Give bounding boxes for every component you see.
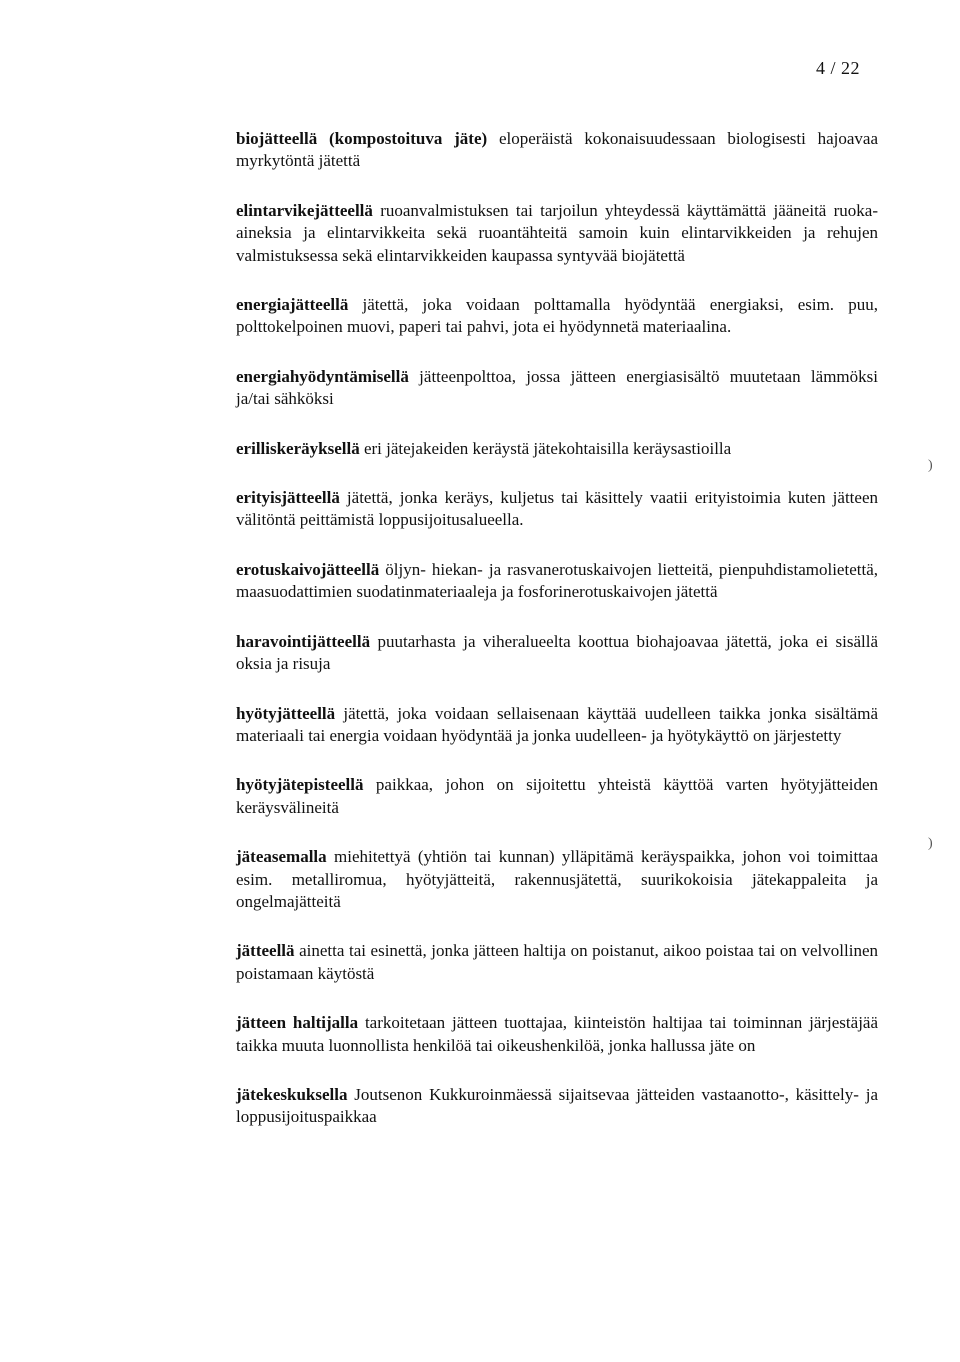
definition-term: hyötyjätteellä xyxy=(236,703,336,723)
definition-text: tarkoitetaan jätteen tuottajaa, kiinteistön haltijaa tai toiminnan järjestäjää taikka muuta luonnollista henkilöä tai oikeushenkilöä, jonka hallussa jäte on xyxy=(236,1013,879,1055)
definition-term: erityisjätteellä xyxy=(236,488,340,508)
definition-term: jätekeskuksella xyxy=(236,1084,348,1104)
definition-entry xyxy=(236,366,878,411)
definition-text: jätettä, joka voidaan polttamalla hyödyntää energiaksi, esim. puu, polttokelpoinen muovi, paperi tai pahvi, jota ei hyödynnetä materiaalina. xyxy=(236,295,878,337)
definition-text: jätettä, jonka keräys, kuljetus tai käsittely vaatii erityistoimia kuten jätteen välitöntä peittämistä loppusijoitusalueella. xyxy=(236,488,878,530)
definition-entry xyxy=(236,294,878,339)
definition-term: elintarvikejätteellä xyxy=(236,200,373,220)
definition-entry xyxy=(236,1084,878,1129)
margin-mark: ) xyxy=(928,458,933,473)
definition-term: hyötyjätepisteellä xyxy=(236,775,364,795)
definition-entry xyxy=(236,128,878,173)
definition-entry xyxy=(236,487,878,532)
definition-term: biojätteellä (kompostoituva jäte) xyxy=(236,129,488,148)
definition-text: jätettä, joka voidaan sellaisenaan käyttää uudelleen taikka jonka sisältämä materiaali tai energia voidaan hyödyntää ja jonka uudelleen- ja hyötykäyttö on järjestetty xyxy=(236,703,878,745)
definition-term: erotuskaivojätteellä xyxy=(236,559,380,579)
definition-term: jäteasemalla xyxy=(236,847,327,867)
definitions-list xyxy=(236,128,878,1156)
definition-text: eri jätejakeiden keräystä jätekohtaisilla keräysastioilla xyxy=(359,438,732,458)
margin-mark: ) xyxy=(928,836,933,851)
definition-term: jätteen haltijalla xyxy=(236,1013,359,1033)
definition-term: jätteellä xyxy=(236,941,295,961)
definition-entry xyxy=(236,631,878,676)
definition-entry xyxy=(236,1012,878,1057)
definition-entry xyxy=(236,940,878,985)
definition-entry xyxy=(236,774,878,819)
definition-text: ruoanvalmistuksen tai tarjoilun yhteydessä käyttämättä jääneitä ruoka-aineksia ja elintarvikkeita sekä ruoantähteitä samoin kuin elintarvikkeiden ja rehujen valmistuksessa sekä elintarvikkeiden kaupassa syntyvää biojätettä xyxy=(236,200,878,265)
definition-entry xyxy=(236,703,878,748)
page-number: 4 / 22 xyxy=(815,58,860,78)
definition-text: Joutsenon Kukkuroinmäessä sijaitsevaa jätteiden vastaanotto-, käsittely- ja loppusijoituspaikkaa xyxy=(236,1084,878,1127)
definition-term: energiajätteellä xyxy=(236,295,349,315)
definition-entry xyxy=(236,438,878,460)
definition-text: ainetta tai esinettä, jonka jätteen haltija on poistanut, aikoo poistaa tai on velvollinen poistamaan käytöstä xyxy=(236,941,878,983)
definition-text: puutarhasta ja viheralueelta koottua biohajoavaa jätettä, joka ei sisällä oksia ja risuja xyxy=(236,631,878,674)
definition-entry xyxy=(236,846,878,913)
definition-text: paikkaa, johon on sijoitettu yhteistä käyttöä varten hyötyjätteiden keräysvälineitä xyxy=(236,775,878,817)
definition-entry xyxy=(236,559,878,604)
definition-text: jätteenpolttoa, jossa jätteen energiasisältö muutetaan lämmöksi ja/tai sähköksi xyxy=(236,366,878,409)
definition-text: eloperäistä kokonaisuudessaan biologisesti hajoavaa myrkytöntä jätettä xyxy=(236,129,878,171)
definition-text: miehitettyä (yhtiön tai kunnan) ylläpitämä keräyspaikka, johon voi toimittaa esim. metalliromua, hyötyjätteitä, rakennusjätettä, suurikokoisia jätekappaleita ja ongelmajätteitä xyxy=(236,847,878,911)
definition-term: haravointijätteellä xyxy=(236,631,371,651)
definition-term: energiahyödyntämisellä xyxy=(236,366,409,386)
definition-entry xyxy=(236,200,878,267)
definition-term: erilliskeräyksellä xyxy=(236,438,360,458)
definition-text: öljyn- hiekan- ja rasvanerotuskaivojen lietteitä, pienpuhdistamolietettä, maasuodattimien suodatinmateriaaleja ja fosforinerotuskaivojen jätettä xyxy=(236,559,878,602)
